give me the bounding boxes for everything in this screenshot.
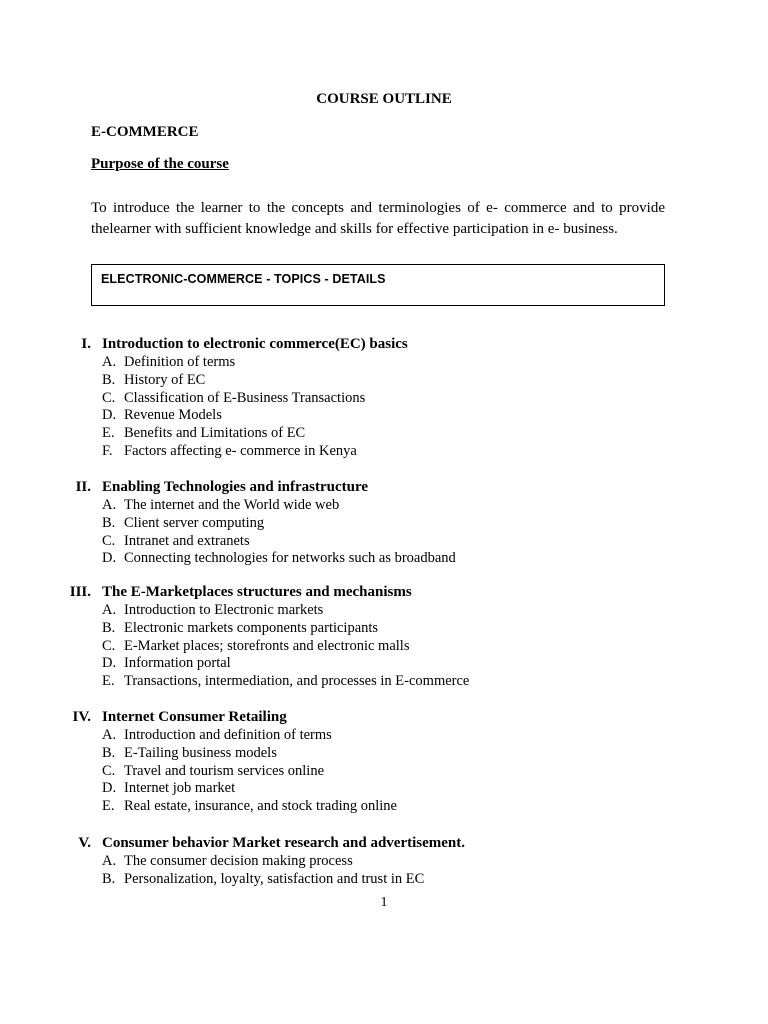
- list-item: [0, 602, 768, 620]
- section-number: II.: [75, 479, 91, 495]
- item-text: Introduction and definition of terms: [124, 727, 332, 743]
- course-subject: E-COMMERCE: [91, 124, 199, 140]
- document-title: COURSE OUTLINE: [316, 91, 452, 107]
- section-heading: [0, 584, 768, 602]
- item-text: Intranet and extranets: [124, 532, 250, 549]
- item-letter: C.: [102, 532, 116, 549]
- list-item: [0, 727, 768, 745]
- item-text: History of EC: [124, 371, 206, 388]
- list-item: [0, 655, 768, 673]
- list-item: [0, 550, 768, 568]
- item-text: Information portal: [124, 655, 231, 672]
- item-text: Real estate, insurance, and stock trading online: [124, 798, 397, 815]
- section-number: III.: [69, 584, 91, 600]
- item-letter: D.: [102, 407, 117, 424]
- item-letter: C.: [102, 389, 116, 406]
- list-item: [0, 425, 768, 443]
- item-letter: D.: [102, 550, 117, 567]
- section-3: [0, 584, 768, 691]
- topics-header-box: [91, 264, 665, 306]
- section-heading: [0, 336, 768, 354]
- list-item: [0, 390, 768, 408]
- section-title: The E-Marketplaces structures and mechanisms: [102, 584, 412, 600]
- item-letter: D.: [102, 655, 117, 672]
- list-item: [0, 497, 768, 515]
- list-item: [0, 871, 768, 889]
- item-text: Definition of terms: [124, 354, 236, 370]
- section-1: [0, 336, 768, 461]
- item-letter: B.: [102, 514, 116, 531]
- item-letter: A.: [102, 727, 117, 743]
- list-item: [0, 620, 768, 638]
- section-title: Introduction to electronic commerce(EC) basics: [102, 336, 408, 352]
- list-item: [0, 515, 768, 533]
- topics-header-label: ELECTRONIC-COMMERCE - TOPICS - DETAILS: [101, 272, 386, 286]
- list-item: [0, 673, 768, 691]
- item-text: Factors affecting e- commerce in Kenya: [124, 442, 357, 459]
- item-text: Connecting technologies for networks such as broadband: [124, 550, 456, 567]
- item-text: E-Tailing business models: [124, 744, 277, 761]
- item-text: Personalization, loyalty, satisfaction and trust in EC: [124, 870, 425, 887]
- list-item: [0, 372, 768, 390]
- list-item: [0, 853, 768, 871]
- item-letter: A.: [102, 853, 117, 869]
- purpose-paragraph: To introduce the learner to the concepts and terminologies of e- commerce and to provide thelearner with sufficient knowledge and skills for effective participation in e- business.: [91, 200, 665, 237]
- item-text: E-Market places; storefronts and electronic malls: [124, 637, 410, 654]
- item-text: Classification of E-Business Transactions: [124, 389, 366, 406]
- list-item: [0, 638, 768, 656]
- list-item: [0, 443, 768, 461]
- item-text: Introduction to Electronic markets: [124, 602, 324, 618]
- section-title: Consumer behavior Market research and advertisement.: [102, 835, 466, 851]
- section-heading: [0, 709, 768, 727]
- section-heading: [0, 835, 768, 853]
- item-text: The consumer decision making process: [124, 853, 353, 869]
- list-item: [0, 533, 768, 551]
- item-letter: E.: [102, 425, 115, 442]
- item-text: Benefits and Limitations of EC: [124, 425, 306, 442]
- item-letter: A.: [102, 497, 117, 513]
- item-letter: E.: [102, 798, 115, 815]
- section-2: [0, 479, 768, 568]
- item-letter: D.: [102, 780, 117, 797]
- purpose-heading: Purpose of the course: [91, 156, 229, 172]
- list-item: [0, 407, 768, 425]
- section-title: Internet Consumer Retailing: [102, 709, 287, 725]
- section-4: [0, 709, 768, 816]
- item-text: The internet and the World wide web: [124, 497, 340, 513]
- page-number: 1: [380, 895, 388, 910]
- item-letter: C.: [102, 637, 116, 654]
- list-item: [0, 763, 768, 781]
- section-number: V.: [78, 835, 91, 851]
- list-item: [0, 354, 768, 372]
- item-text: Revenue Models: [124, 407, 222, 424]
- item-text: Internet job market: [124, 780, 236, 797]
- item-letter: E.: [102, 673, 115, 690]
- item-text: Travel and tourism services online: [124, 762, 325, 779]
- list-item: [0, 745, 768, 763]
- item-letter: A.: [102, 602, 117, 618]
- section-heading: [0, 479, 768, 497]
- item-text: Electronic markets components participants: [124, 619, 379, 636]
- item-text: Client server computing: [124, 514, 265, 531]
- item-letter: B.: [102, 619, 116, 636]
- item-letter: B.: [102, 870, 116, 887]
- item-letter: B.: [102, 371, 116, 388]
- section-5: [0, 835, 768, 889]
- item-letter: F.: [102, 442, 113, 459]
- item-letter: C.: [102, 762, 116, 779]
- section-number: IV.: [72, 709, 91, 725]
- section-number: I.: [81, 336, 91, 352]
- list-item: [0, 780, 768, 798]
- list-item: [0, 798, 768, 816]
- section-title: Enabling Technologies and infrastructure: [102, 479, 369, 495]
- item-letter: A.: [102, 354, 117, 370]
- item-text: Transactions, intermediation, and processes in E-commerce: [124, 673, 470, 690]
- item-letter: B.: [102, 744, 116, 761]
